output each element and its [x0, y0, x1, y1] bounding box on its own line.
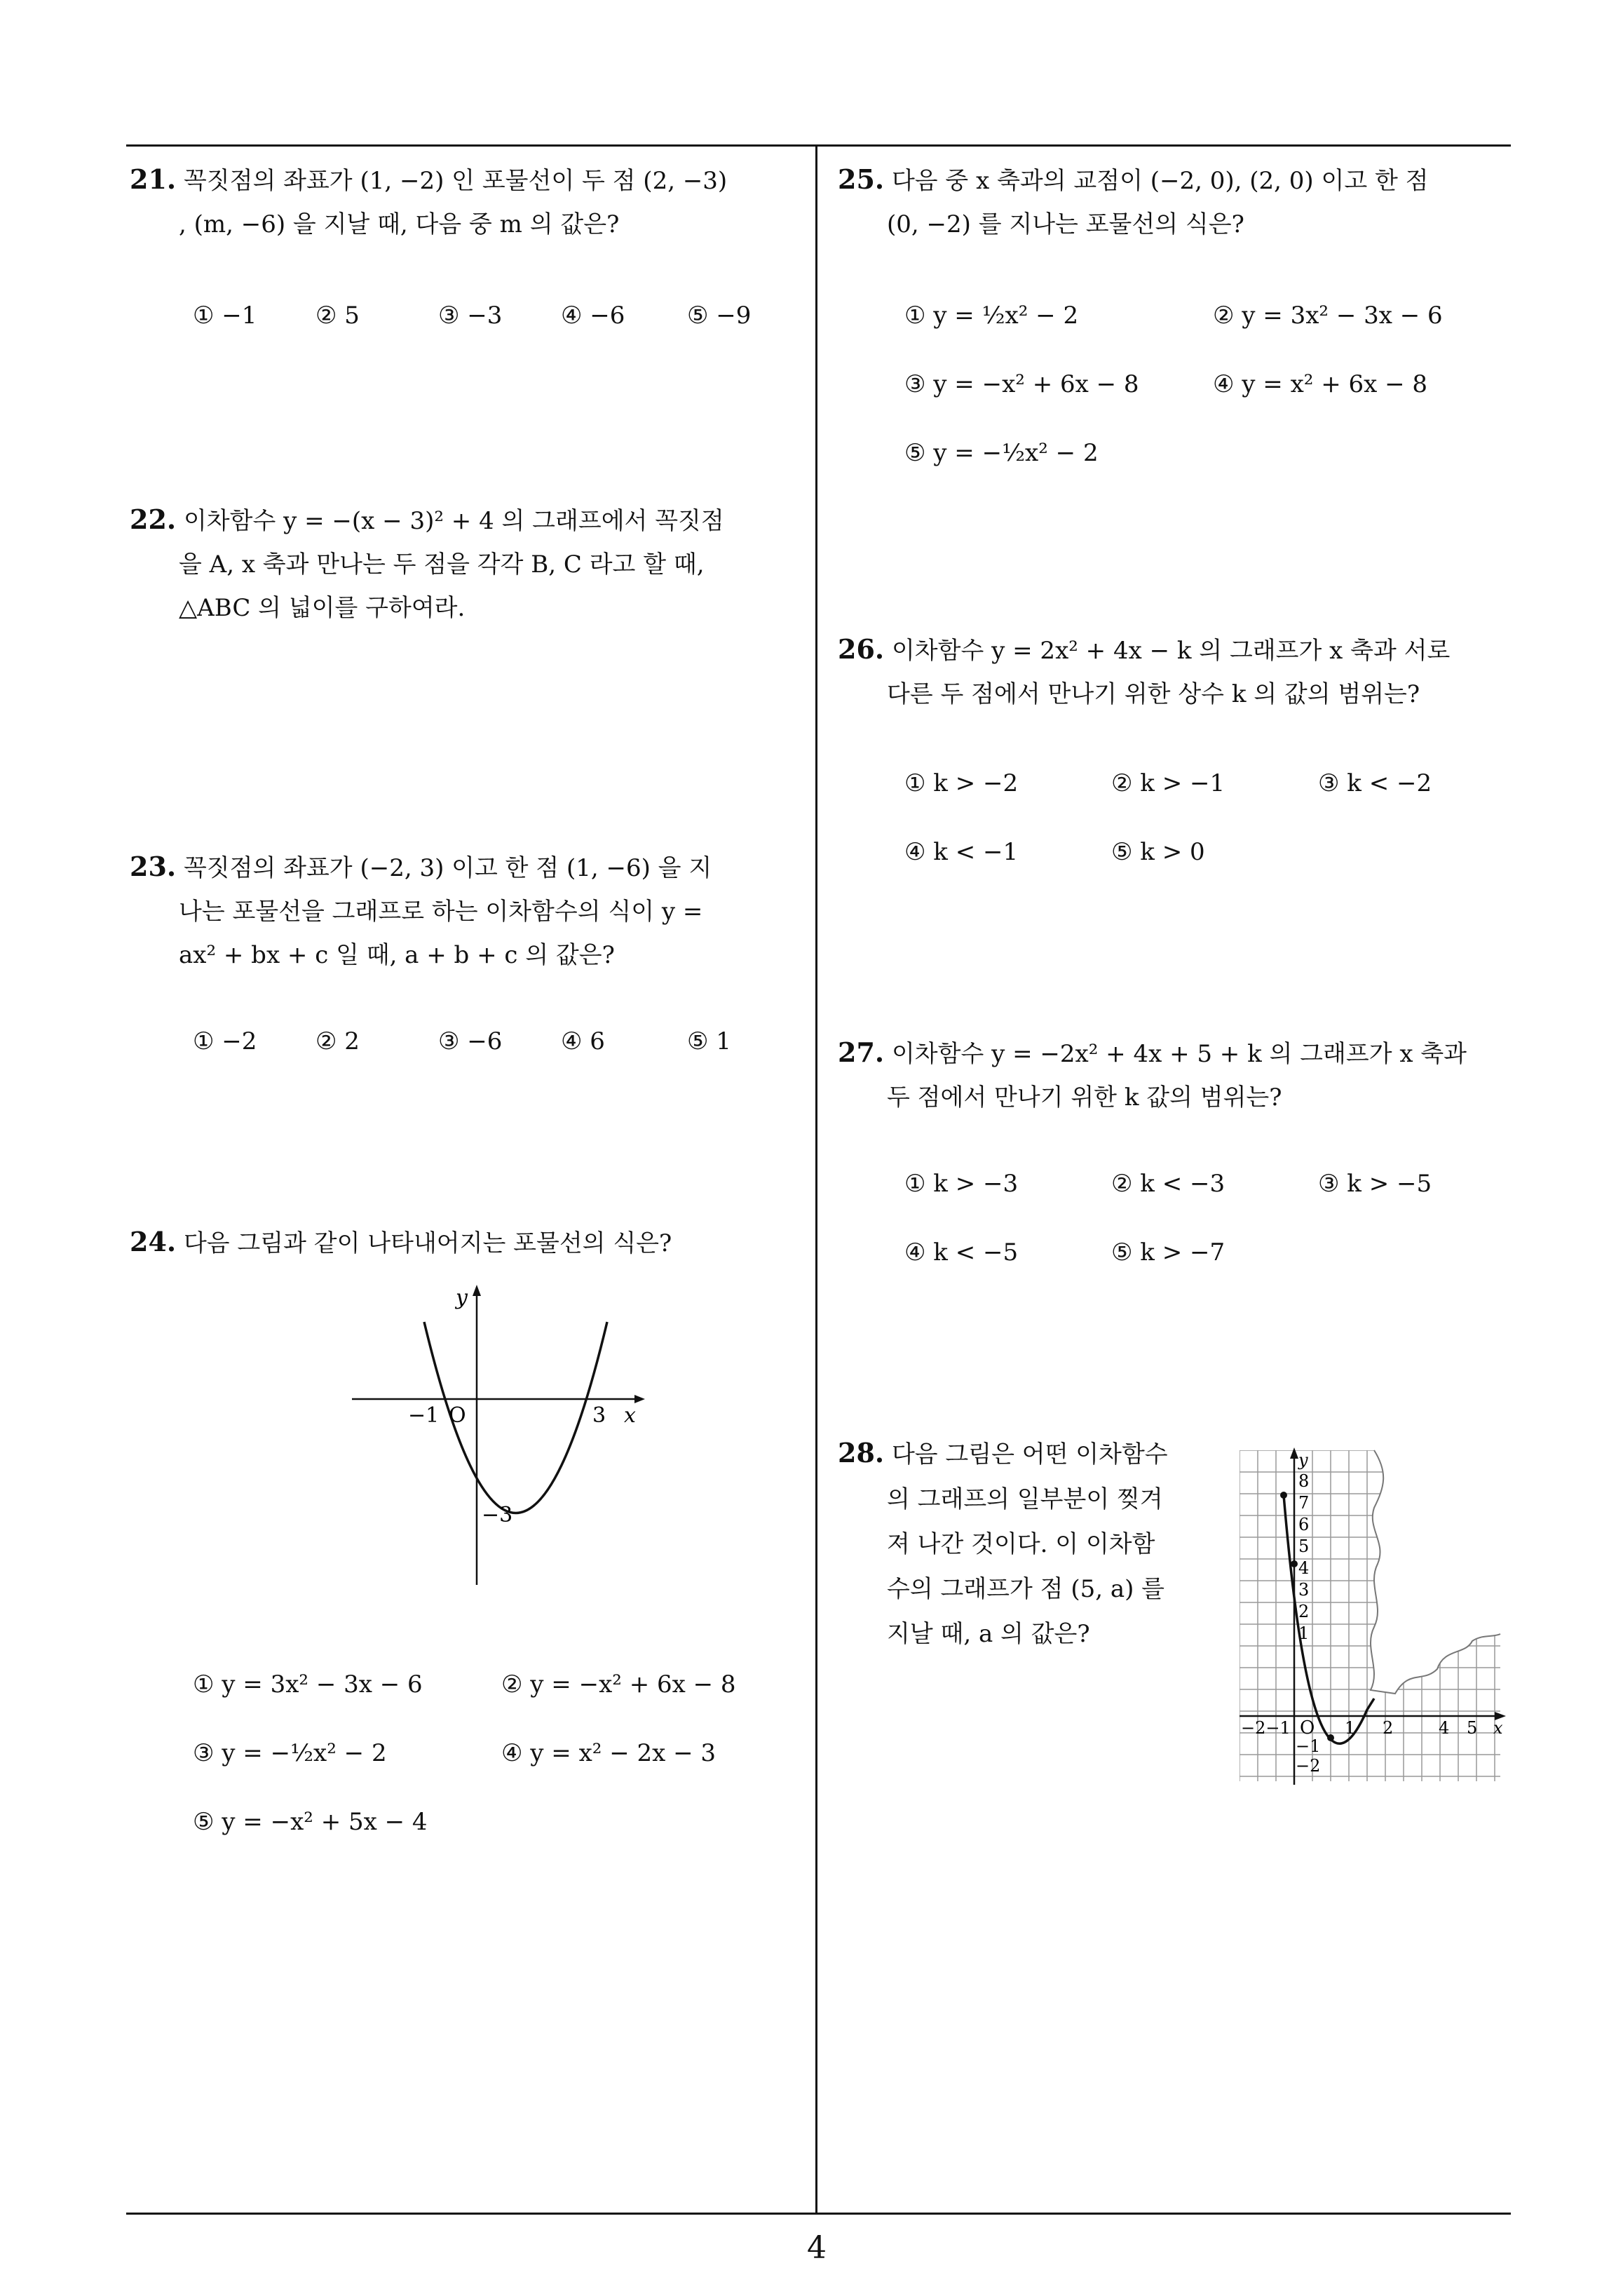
question-27 [838, 1031, 1467, 1119]
question-number: 25. [838, 163, 885, 195]
question-text: 다음 그림과 같이 나타내어지는 포물선의 식은? [183, 1229, 672, 1257]
question-number: 28. [838, 1437, 885, 1468]
option-5[interactable]: ⑤ k > 0 [1111, 838, 1205, 866]
y-axis-label: y [1298, 1450, 1308, 1470]
graph-point [1291, 1560, 1298, 1567]
parabola-curve [1284, 1495, 1374, 1743]
option-4[interactable]: ④ −6 [561, 302, 625, 330]
option-2[interactable]: ② 2 [315, 1027, 360, 1055]
y-tick: −1 [1296, 1736, 1321, 1756]
option-4[interactable]: ④ y = x² − 2x − 3 [501, 1739, 717, 1767]
option-4[interactable]: ④ y = x² + 6x − 8 [1213, 370, 1428, 398]
question-25 [838, 158, 1428, 246]
question-text: 나는 포물선을 그래프로 하는 이차함수의 식이 y = [179, 898, 703, 926]
question-text: 이차함수 y = 2x² + 4x − k 의 그래프가 x 축과 서로 [891, 637, 1451, 665]
question-number: 22. [130, 504, 177, 535]
question-number: 26. [838, 633, 885, 665]
option-3[interactable]: ③ −3 [438, 302, 503, 330]
question-24 [130, 1220, 672, 1265]
option-3[interactable]: ③ k > −5 [1318, 1170, 1432, 1198]
x-intercept-label: −1 [408, 1403, 440, 1428]
question-text: (0, −2) 를 지나는 포물선의 식은? [887, 210, 1244, 238]
option-2[interactable]: ② 5 [315, 302, 360, 330]
question-text: 두 점에서 만나기 위한 k 값의 범위는? [887, 1083, 1282, 1112]
option-4[interactable]: ④ 6 [561, 1027, 605, 1055]
option-2[interactable]: ② y = −x² + 6x − 8 [501, 1670, 736, 1699]
question-number: 23. [130, 851, 177, 882]
column-divider [815, 145, 817, 2214]
y-tick: −2 [1296, 1756, 1321, 1776]
option-1[interactable]: ① k > −2 [904, 769, 1019, 797]
option-5[interactable]: ⑤ 1 [687, 1027, 731, 1055]
y-tick: 5 [1298, 1537, 1310, 1556]
question-text: 이차함수 y = −2x² + 4x + 5 + k 의 그래프가 x 축과 [891, 1040, 1467, 1068]
y-axis-arrow [473, 1285, 481, 1296]
x-tick: 5 [1467, 1718, 1478, 1738]
origin-label: O [449, 1403, 466, 1428]
parabola-graph [344, 1283, 645, 1592]
question-22 [130, 498, 724, 630]
option-3[interactable]: ③ k < −2 [1318, 769, 1432, 797]
question-number: 21. [130, 163, 177, 195]
graph-point [1280, 1492, 1287, 1499]
x-axis-arrow [634, 1395, 645, 1403]
question-28 [838, 1431, 1168, 1656]
option-5[interactable]: ⑤ k > −7 [1111, 1238, 1225, 1267]
option-3[interactable]: ③ y = −½x² − 2 [193, 1739, 387, 1767]
option-3[interactable]: ③ y = −x² + 6x − 8 [904, 370, 1139, 398]
question-text: ax² + bx + c 일 때, a + b + c 의 값은? [179, 941, 615, 969]
y-tick: 2 [1298, 1602, 1310, 1621]
option-2[interactable]: ② k > −1 [1111, 769, 1225, 797]
option-5[interactable]: ⑤ y = −½x² − 2 [904, 439, 1099, 467]
x-axis-label: x [624, 1403, 636, 1428]
x-tick: 4 [1439, 1718, 1450, 1738]
option-1[interactable]: ① −2 [193, 1027, 257, 1055]
option-5[interactable]: ⑤ y = −x² + 5x − 4 [193, 1808, 428, 1836]
y-tick: 3 [1298, 1580, 1310, 1600]
option-2[interactable]: ② y = 3x² − 3x − 6 [1213, 302, 1443, 330]
y-intercept-label: −3 [482, 1503, 513, 1527]
graph-point [1327, 1734, 1334, 1741]
option-4[interactable]: ④ k < −1 [904, 838, 1019, 866]
y-tick: 7 [1298, 1493, 1310, 1513]
question-26 [838, 628, 1450, 716]
question-text: 꼭짓점의 좌표가 (−2, 3) 이고 한 점 (1, −6) 을 지 [183, 854, 712, 882]
question-text: 수의 그래프가 점 (5, a) 를 [887, 1575, 1165, 1603]
option-1[interactable]: ① y = 3x² − 3x − 6 [193, 1670, 423, 1699]
y-tick: 8 [1298, 1471, 1310, 1491]
question-text: 다음 중 x 축과의 교점이 (−2, 0), (2, 0) 이고 한 점 [891, 167, 1429, 195]
question-text: , (m, −6) 을 지날 때, 다음 중 m 의 값은? [179, 210, 620, 238]
top-rule [126, 144, 1511, 147]
question-number: 24. [130, 1226, 177, 1257]
question-text: 꼭짓점의 좌표가 (1, −2) 인 포물선이 두 점 (2, −3) [183, 167, 728, 195]
y-tick: 6 [1298, 1515, 1310, 1534]
option-5[interactable]: ⑤ −9 [687, 302, 752, 330]
x-tick: 2 [1383, 1718, 1394, 1738]
question-text: 을 A, x 축과 만나는 두 점을 각각 B, C 라고 할 때, [179, 551, 705, 579]
x-axis-label: x [1493, 1718, 1503, 1738]
x-tick: 1 [1345, 1718, 1356, 1738]
question-text: △ABC 의 넓이를 구하여라. [179, 594, 466, 622]
question-number: 27. [838, 1036, 885, 1068]
question-21 [130, 158, 727, 246]
option-1[interactable]: ① −1 [193, 302, 257, 330]
question-23 [130, 845, 712, 977]
y-tick: 4 [1298, 1558, 1310, 1578]
torn-grid-graph [1234, 1445, 1507, 1795]
y-axis-label: y [456, 1285, 468, 1310]
question-text: 다음 그림은 어떤 이차함수 [891, 1440, 1168, 1468]
y-axis-arrow [1290, 1447, 1298, 1459]
x-intercept-label: 3 [592, 1403, 606, 1428]
page-number: 4 [807, 2230, 827, 2266]
origin-label: O [1300, 1717, 1315, 1738]
option-4[interactable]: ④ k < −5 [904, 1238, 1019, 1267]
question-text: 의 그래프의 일부분이 찢겨 [887, 1485, 1163, 1513]
option-2[interactable]: ② k < −3 [1111, 1170, 1225, 1198]
x-tick: −2−1 [1241, 1718, 1291, 1738]
option-3[interactable]: ③ −6 [438, 1027, 503, 1055]
bottom-rule [126, 2213, 1511, 2215]
y-tick: 1 [1298, 1623, 1310, 1643]
question-text: 지날 때, a 의 값은? [887, 1620, 1090, 1648]
question-text: 져 나간 것이다. 이 이차함 [887, 1530, 1155, 1558]
question-text: 다른 두 점에서 만나기 위한 상수 k 의 값의 범위는? [887, 680, 1420, 708]
torn-edge [1371, 1450, 1500, 1694]
question-text: 이차함수 y = −(x − 3)² + 4 의 그래프에서 꼭짓점 [183, 507, 724, 535]
option-1[interactable]: ① y = ½x² − 2 [904, 302, 1079, 330]
option-1[interactable]: ① k > −3 [904, 1170, 1019, 1198]
